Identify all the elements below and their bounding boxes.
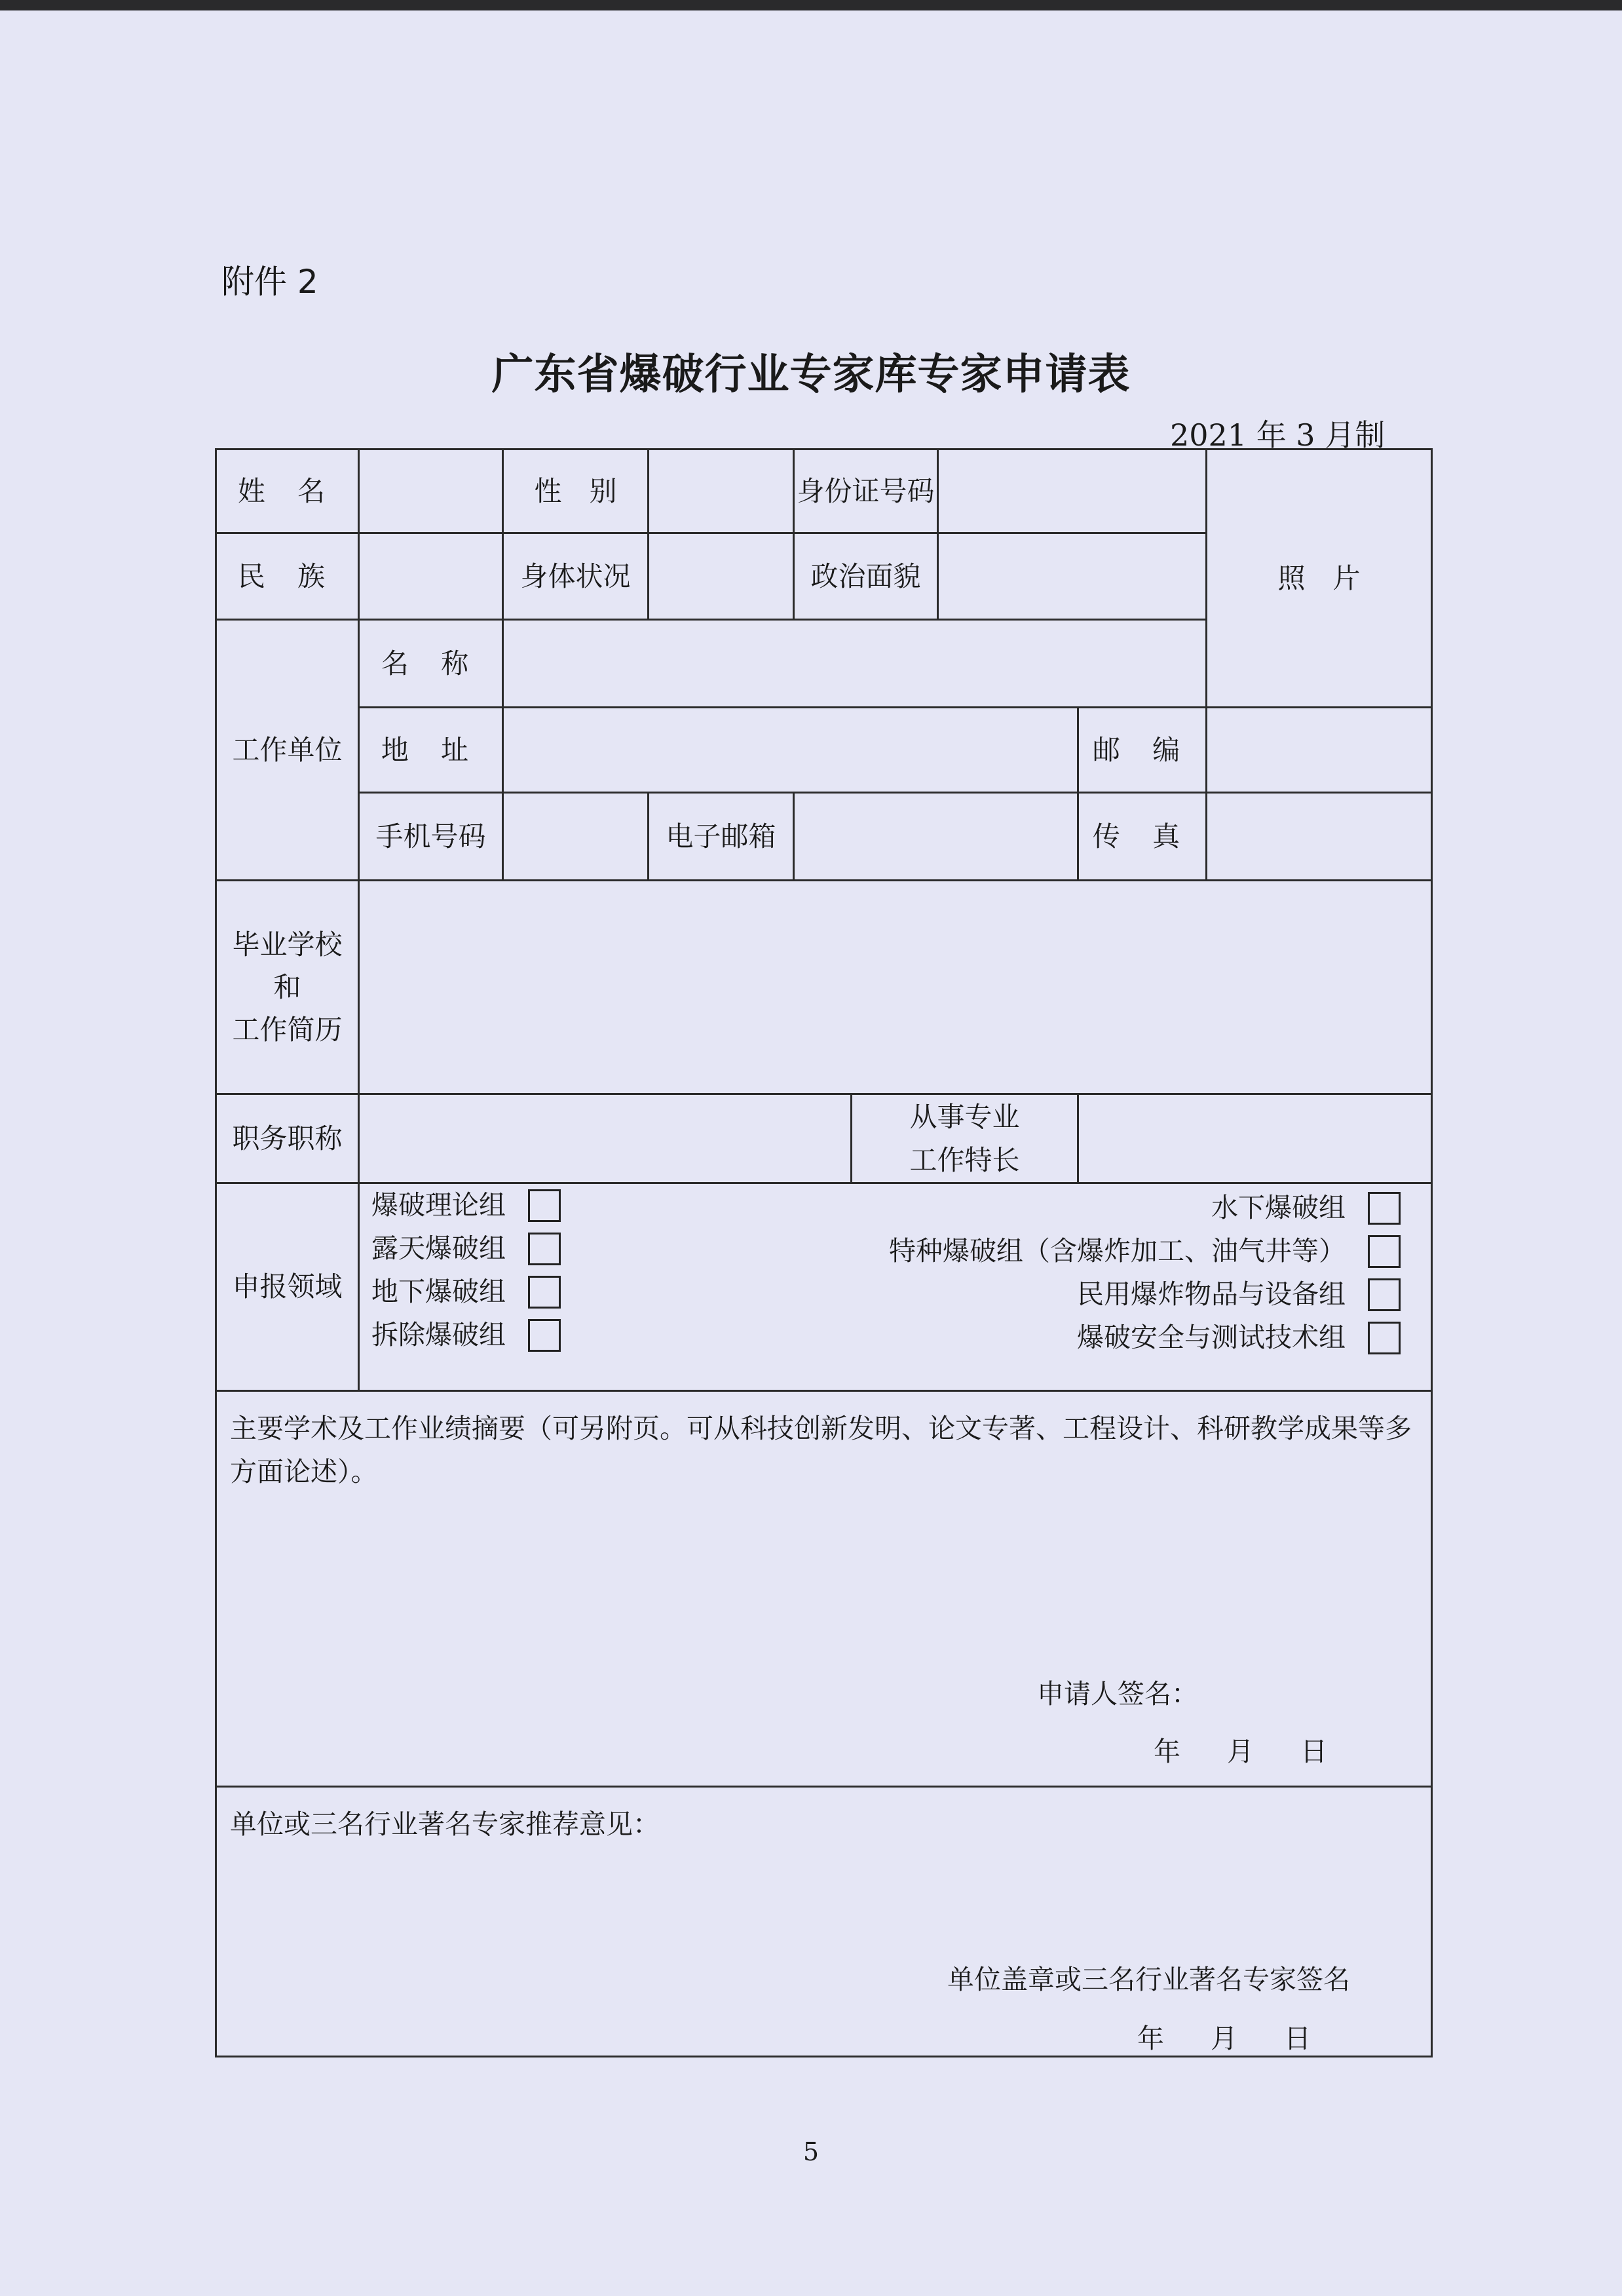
month-label: 月	[1227, 1736, 1254, 1767]
scan-edge	[0, 0, 1622, 10]
recommendation-instruction: 单位或三名行业著名专家推荐意见：	[230, 1808, 660, 1840]
checkbox[interactable]	[528, 1189, 561, 1222]
specialty-label	[852, 1094, 1078, 1183]
specialty-label-line1: 从事专业	[909, 1101, 1020, 1134]
checkbox[interactable]	[1368, 1192, 1401, 1225]
domain-option[interactable]	[889, 1187, 1401, 1230]
education-label-line2: 和	[273, 970, 301, 1003]
domain-option[interactable]	[371, 1271, 561, 1314]
specialty-label-line2: 工作特长	[909, 1143, 1020, 1176]
recommender-date	[1137, 2018, 1311, 2060]
annex-label: 附件 2	[221, 263, 318, 301]
name-label: 姓 名	[216, 450, 359, 533]
fax-label: 传 真	[1078, 793, 1207, 881]
recommender-signature-label: 单位盖章或三名行业著名专家签名	[947, 1964, 1350, 1995]
page-number: 5	[802, 2137, 820, 2166]
achievements-section[interactable]	[216, 1391, 1432, 1787]
domain-right-column	[889, 1187, 1401, 1360]
domain-option-label: 爆破理论组	[371, 1189, 506, 1221]
domain-option[interactable]	[371, 1314, 561, 1357]
domain-option[interactable]	[889, 1230, 1401, 1273]
postcode-field[interactable]	[1207, 708, 1432, 793]
gender-label: 性 别	[503, 450, 649, 533]
ethnicity-field[interactable]	[359, 533, 503, 620]
id-number-field[interactable]	[938, 450, 1207, 533]
unit-name-label: 名 称	[359, 620, 503, 708]
day-label: 日	[1284, 2023, 1311, 2054]
checkbox[interactable]	[528, 1276, 561, 1309]
health-label: 身体状况	[503, 533, 649, 620]
position-title-field[interactable]	[359, 1094, 852, 1183]
domain-left-column	[371, 1184, 561, 1357]
month-label: 月	[1211, 2023, 1238, 2054]
domain-option-label: 民用爆炸物品与设备组	[1077, 1278, 1346, 1311]
mobile-field[interactable]	[503, 793, 649, 881]
email-field[interactable]	[794, 793, 1078, 881]
name-field[interactable]	[359, 450, 503, 533]
domain-option[interactable]	[371, 1184, 561, 1227]
gender-field[interactable]	[649, 450, 794, 533]
photo-box[interactable]: 照 片	[1207, 450, 1432, 708]
id-number-label: 身份证号码	[794, 450, 938, 533]
postcode-label: 邮 编	[1078, 708, 1207, 793]
checkbox[interactable]	[528, 1233, 561, 1265]
achievements-instruction: 主要学术及工作业绩摘要（可另附页。可从科技创新发明、论文专著、工程设计、科研教学成果等多方面论述）。	[230, 1413, 1412, 1487]
ethnicity-label: 民 族	[216, 533, 359, 620]
checkbox[interactable]	[528, 1319, 561, 1352]
work-unit-label: 工作单位	[216, 620, 359, 881]
domain-options	[359, 1183, 1432, 1391]
year-label: 年	[1137, 2023, 1164, 2054]
year-label: 年	[1154, 1736, 1180, 1767]
political-status-field[interactable]	[938, 533, 1207, 620]
fax-field[interactable]	[1207, 793, 1432, 881]
recommendation-section[interactable]	[216, 1787, 1432, 2057]
mobile-label: 手机号码	[359, 793, 503, 881]
day-label: 日	[1300, 1736, 1328, 1767]
checkbox[interactable]	[1368, 1278, 1401, 1311]
domain-option[interactable]	[371, 1227, 561, 1271]
domain-label: 申报领域	[216, 1183, 359, 1391]
email-label: 电子邮箱	[649, 793, 794, 881]
education-label-line3: 工作简历	[232, 1014, 343, 1046]
applicant-date	[1154, 1731, 1327, 1773]
unit-name-field[interactable]	[503, 620, 1207, 708]
education-label	[216, 881, 359, 1094]
specialty-field[interactable]	[1078, 1094, 1432, 1183]
health-field[interactable]	[649, 533, 794, 620]
domain-option-label: 水下爆破组	[1211, 1192, 1346, 1224]
domain-option-label: 露天爆破组	[371, 1233, 506, 1265]
domain-option[interactable]	[889, 1316, 1401, 1360]
application-form	[215, 448, 1433, 2057]
address-field[interactable]	[503, 708, 1078, 793]
checkbox[interactable]	[1368, 1235, 1401, 1268]
domain-option-label: 爆破安全与测试技术组	[1077, 1322, 1346, 1354]
domain-option[interactable]	[889, 1273, 1401, 1316]
domain-option-label: 地下爆破组	[371, 1276, 506, 1308]
education-field[interactable]	[359, 881, 1432, 1094]
checkbox[interactable]	[1368, 1322, 1401, 1354]
education-label-line1: 毕业学校	[232, 928, 343, 961]
form-date: 2021 年 3 月制	[1170, 417, 1386, 453]
domain-option-label: 特种爆破组（含爆炸加工、油气井等）	[889, 1235, 1346, 1267]
address-label: 地 址	[359, 708, 503, 793]
political-status-label: 政治面貌	[794, 533, 938, 620]
position-title-label: 职务职称	[216, 1094, 359, 1183]
domain-option-label: 拆除爆破组	[371, 1319, 506, 1351]
form-title: 广东省爆破行业专家库专家申请表	[491, 351, 1131, 399]
applicant-signature-label: 申请人签名：	[1037, 1678, 1198, 1710]
